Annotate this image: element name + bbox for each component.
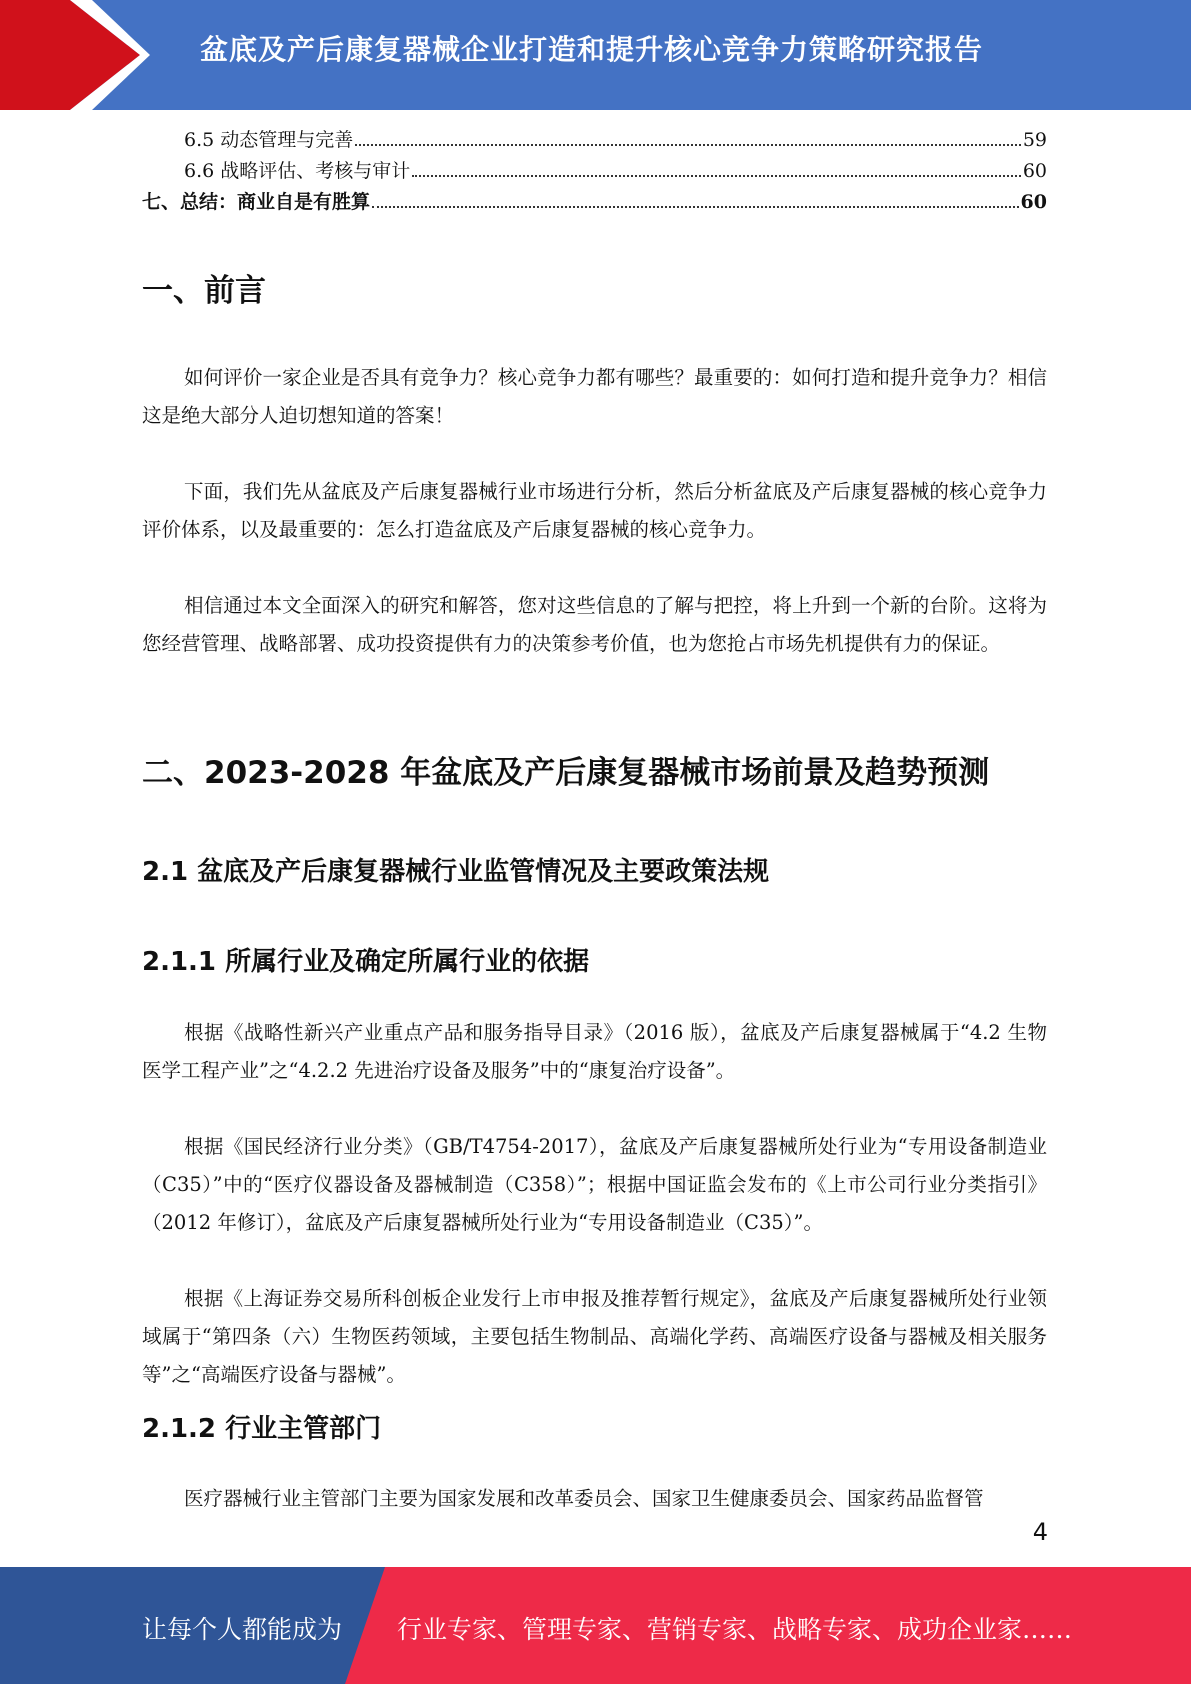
- table-of-contents: [142, 125, 1047, 218]
- paragraph: 根据《国民经济行业分类》（GB/T4754-2017），盆底及产后康复器械所处行业为“专用设备制造业（C35）”中的“医疗仪器设备及器械制造（C358）”；根据中国证监会发布的《上市公司行业分类指引》（2012 年修订），盆底及产后康复器械所处行业为“专用设备制造业（C35）”。: [142, 1135, 1047, 1234]
- page-number: 4: [1032, 1518, 1048, 1546]
- subsection-heading-2-1-2: 2.1.2 行业主管部门: [142, 1414, 382, 1444]
- toc-leader: [355, 144, 1021, 146]
- paragraph: 下面，我们先从盆底及产后康复器械行业市场进行分析，然后分析盆底及产后康复器械的核心竞争力评价体系，以及最重要的：怎么打造盆底及产后康复器械的核心竞争力。: [142, 480, 1047, 541]
- toc-entry[interactable]: [142, 187, 1047, 218]
- toc-entry-page: 60: [1022, 160, 1047, 182]
- toc-entry-label: 七、总结：商业自是有胜算: [142, 191, 371, 213]
- subsection-heading-2-1-1: 2.1.1 所属行业及确定所属行业的依据: [142, 947, 590, 977]
- subsection-heading-2-1: 2.1 盆底及产后康复器械行业监管情况及主要政策法规: [142, 857, 770, 887]
- toc-entry-label: 6.5 动态管理与完善: [184, 129, 354, 151]
- footer-slogan-right: 行业专家、管理专家、营销专家、战略专家、成功企业家……: [397, 1615, 1073, 1644]
- paragraph: 根据《上海证券交易所科创板企业发行上市申报及推荐暂行规定》，盆底及产后康复器械所处行业领域属于“第四条（六）生物医药领域，主要包括生物制品、高端化学药、高端医疗设备与器械及相关服务等”之“高端医疗设备与器械”。: [142, 1287, 1047, 1386]
- footer-slogan-left: 让每个人都能成为: [142, 1615, 343, 1644]
- header-red-arrow: [0, 0, 140, 110]
- toc-entry[interactable]: [142, 125, 1047, 156]
- paragraph: 医疗器械行业主管部门主要为国家发展和改革委员会、国家卫生健康委员会、国家药品监督管: [184, 1487, 984, 1510]
- toc-entry[interactable]: [142, 156, 1047, 187]
- toc-leader: [412, 175, 1021, 177]
- paragraph: 如何评价一家企业是否具有竞争力？核心竞争力都有哪些？最重要的：如何打造和提升竞争力？相信这是绝大部分人迫切想知道的答案！: [142, 366, 1047, 427]
- toc-entry-page: 60: [1020, 191, 1047, 213]
- toc-leader: [372, 206, 1019, 208]
- paragraph: 相信通过本文全面深入的研究和解答，您对这些信息的了解与把控，将上升到一个新的台阶。这将为您经营管理、战略部署、成功投资提供有力的决策参考价值，也为您抢占市场先机提供有力的保证。: [142, 594, 1047, 655]
- page-header: [0, 0, 1191, 110]
- document-body: [142, 125, 1047, 1510]
- toc-entry-page: 59: [1022, 129, 1047, 151]
- page-footer: [0, 1567, 1191, 1684]
- section-heading-market-outlook: 二、2023-2028 年盆底及产后康复器械市场前景及趋势预测: [142, 755, 990, 791]
- paragraph: 根据《战略性新兴产业重点产品和服务指导目录》（2016 版），盆底及产后康复器械属于“4.2 生物医学工程产业”之“4.2.2 先进治疗设备及服务”中的“康复治疗设备”。: [142, 1021, 1047, 1082]
- report-title: 盆底及产后康复器械企业打造和提升核心竞争力策略研究报告: [200, 33, 984, 66]
- section-heading-preface: 一、前言: [142, 273, 266, 309]
- toc-entry-label: 6.6 战略评估、考核与审计: [184, 160, 411, 182]
